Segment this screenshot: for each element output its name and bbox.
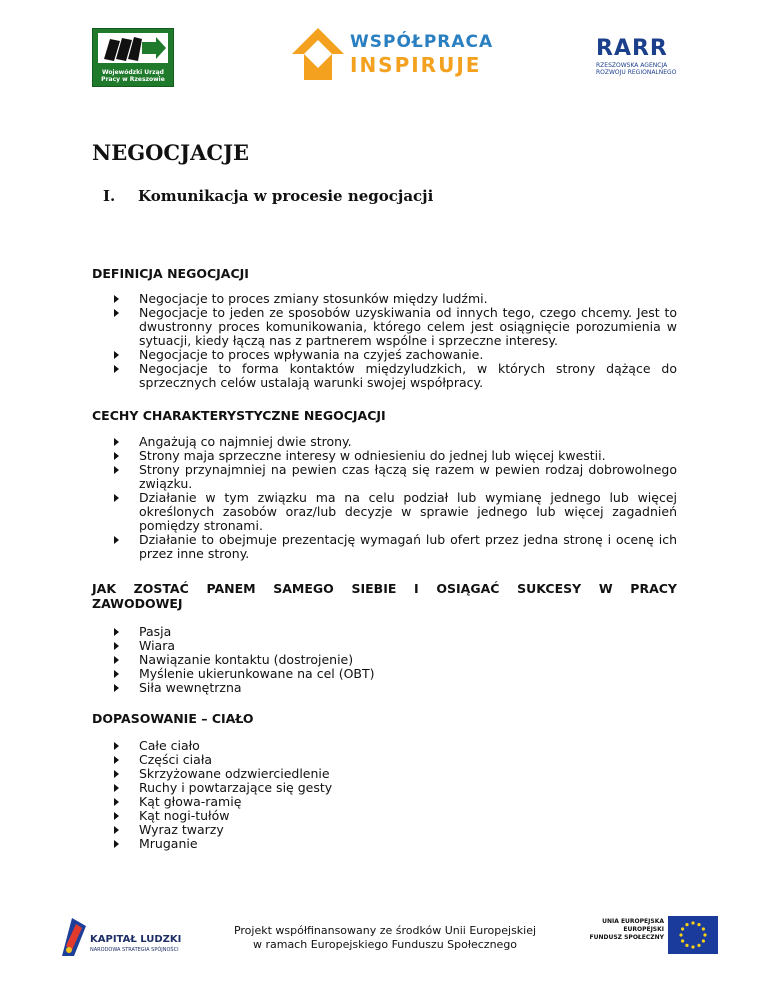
- definicja-list: [114, 292, 677, 390]
- wspolpraca-text: WSPÓŁPRACA: [350, 32, 494, 52]
- list-item: Ruchy i powtarzające się gesty: [114, 781, 677, 795]
- list-item: Strony maja sprzeczne interesy w odniesieniu do jednej lub więcej kwestii.: [114, 449, 677, 463]
- section-heading-dopasowanie: DOPASOWANIE – CIAŁO: [92, 711, 254, 726]
- list-item: Negocjacje to forma kontaktów międzyludzkich, w których strony dążące do sprzecznych celów ustalają warunki swojej współpracy.: [114, 362, 677, 390]
- list-item: Kąt głowa-ramię: [114, 795, 677, 809]
- eu-text-line-2: EUROPEJSKI: [623, 926, 664, 933]
- list-item: Angażują co najmniej dwie strony.: [114, 435, 677, 449]
- kapital-ludzki-logo: [60, 914, 190, 962]
- inspiruje-text: INSPIRUJE: [350, 53, 482, 77]
- section-heading-cechy: CECHY CHARAKTERYSTYCZNE NEGOCJACJI: [92, 408, 386, 423]
- kapital-ludzki-emblem-icon: [60, 916, 88, 958]
- eu-logo: [584, 914, 719, 960]
- footer-note: [220, 924, 550, 952]
- house-icon: [290, 26, 346, 82]
- wup-logo: [92, 28, 174, 87]
- list-item: Myślenie ukierunkowane na cel (OBT): [114, 667, 677, 681]
- footer-line-2: w ramach Europejskiego Funduszu Społecznego: [252, 938, 518, 951]
- kapital-ludzki-subtitle: NARODOWA STRATEGIA SPÓJNOŚCI: [90, 947, 179, 953]
- dopasowanie-list: [114, 739, 677, 851]
- rarr-logo: [596, 38, 686, 88]
- eu-text: [584, 918, 664, 942]
- list-item: Strony przynajmniej na pewien czas łączą się razem w pewien rodzaj dobrowolnego związku.: [114, 463, 677, 491]
- eu-text-line-1: UNIA EUROPEJSKA: [602, 918, 664, 925]
- kapital-ludzki-name: KAPITAŁ LUDZKI: [90, 934, 182, 945]
- list-item: Negocjacje to proces wpływania na czyjeś zachowanie.: [114, 348, 677, 362]
- rarr-name: RARR: [596, 36, 668, 61]
- list-item: Nawiązanie kontaktu (dostrojenie): [114, 653, 677, 667]
- list-item: Mruganie: [114, 837, 677, 851]
- eu-text-line-3: FUNDUSZ SPOŁECZNY: [589, 934, 664, 941]
- wup-logo-caption: Wojewódzki Urząd Pracy w Rzeszowie: [101, 69, 165, 83]
- list-item: Negocjacje to proces zmiany stosunków między ludźmi.: [114, 292, 677, 306]
- wup-logo-graphic: [98, 33, 168, 63]
- section-heading-jak-zostac-line2: ZAWODOWEJ: [92, 596, 183, 611]
- rarr-subtitle: RZESZOWSKA AGENCJA ROZWOJU REGIONALNEGO: [596, 62, 677, 76]
- list-item: Skrzyżowane odzwierciedlenie: [114, 767, 677, 781]
- document-title: NEGOCJACJE: [92, 140, 250, 165]
- eu-flag-icon: [668, 916, 718, 954]
- section-number: I.: [103, 187, 116, 205]
- list-item: Części ciała: [114, 753, 677, 767]
- list-item: Wyraz twarzy: [114, 823, 677, 837]
- footer-line-1: Projekt współfinansowany ze środków Unii Europejskiej: [233, 924, 537, 937]
- list-item: Całe ciało: [114, 739, 677, 753]
- list-item: Kąt nogi-tułów: [114, 809, 677, 823]
- list-item: Pasja: [114, 625, 677, 639]
- section-heading-definicja: DEFINICJA NEGOCJACJI: [92, 266, 249, 281]
- wspolpraca-logo: [290, 26, 494, 82]
- list-item: Negocjacje to jeden ze sposobów uzyskiwania od innych tego, czego chcemy. Jest to dwustronny proces komunikowania, którego celem jest osiągnięcie porozumienia w sytuacji, kiedy łączą nas z partnerem wspólne i sprzeczne interesy.: [114, 306, 677, 348]
- doors-arrow-icon: [98, 33, 168, 63]
- cechy-list: [114, 435, 677, 561]
- list-item: Wiara: [114, 639, 677, 653]
- list-item: Siła wewnętrzna: [114, 681, 677, 695]
- section-title: Komunikacja w procesie negocjacji: [138, 187, 434, 205]
- list-item: Działanie to obejmuje prezentację wymagań lub ofert przez jedna stronę i ocenę ich przez inne strony.: [114, 533, 677, 561]
- section-heading-jak-zostac: JAK ZOSTAĆ PANEM SAMEGO SIEBIE I OSIĄGAĆ SUKCESY W PRACY: [92, 581, 677, 596]
- jak-zostac-list: [114, 625, 677, 695]
- eu-stars-icon: [668, 916, 718, 954]
- list-item: Działanie w tym związku ma na celu podział lub wymianę jednego lub więcej określonych zasobów oraz/lub decyzje w sprawie jednego lub więcej zagadnień pomiędzy stronami.: [114, 491, 677, 533]
